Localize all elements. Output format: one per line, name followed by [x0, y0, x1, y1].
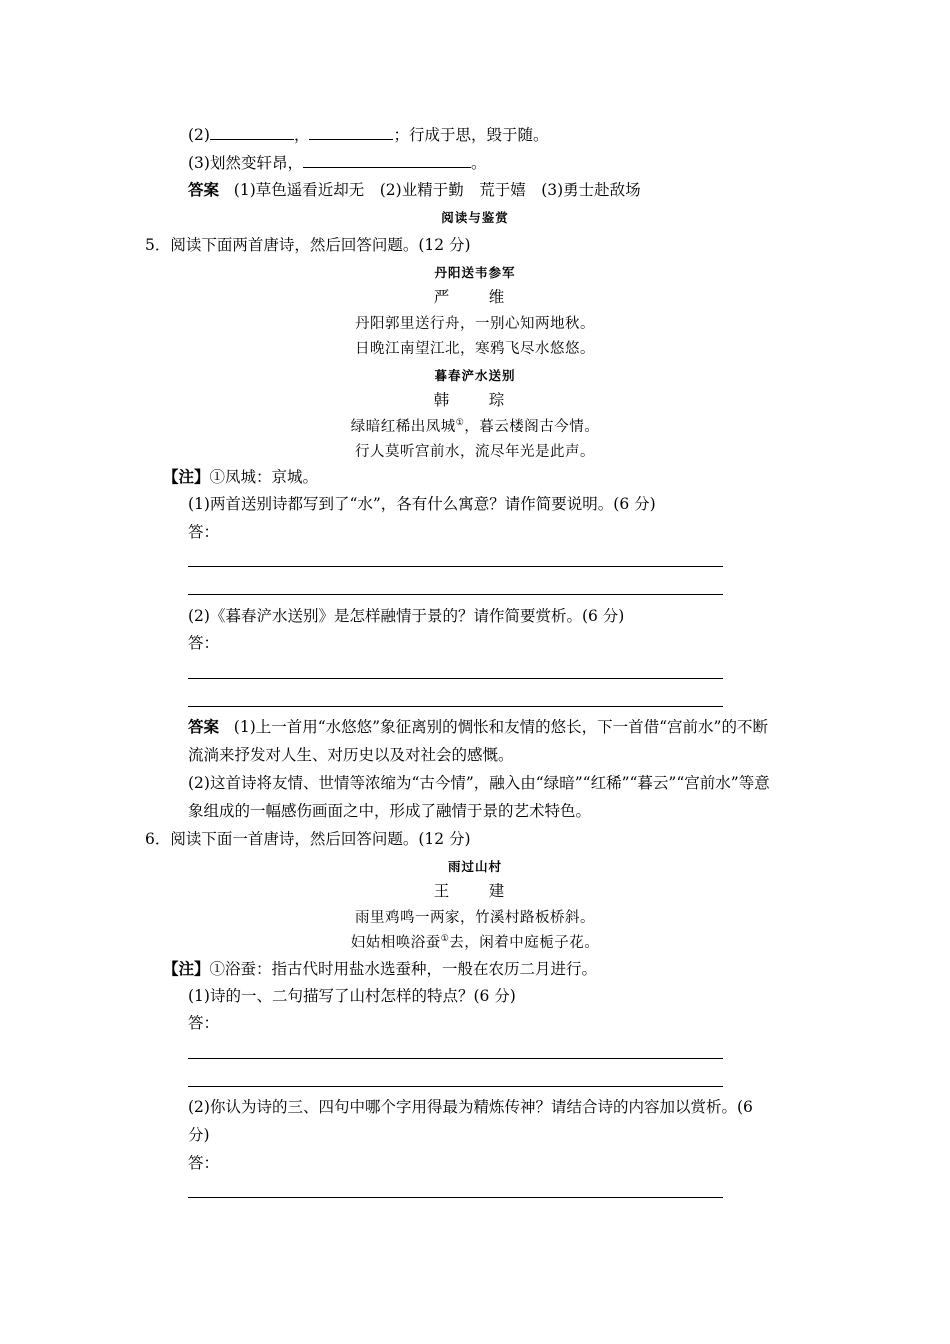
answer-text: (1)草色遥看近却无 (2)业精于勤 荒于嬉 (3)勇士赴敌场: [233, 181, 641, 199]
punctuation: 。: [470, 154, 487, 172]
answer-line[interactable]: [188, 594, 723, 595]
answer-prompt: 答：: [188, 1014, 220, 1032]
poem-2-title: 暮春浐水送别: [434, 368, 516, 383]
section-title: 阅读与鉴赏: [441, 210, 509, 225]
note-label: 【注】: [163, 467, 210, 486]
poem-3-title: 雨过山村: [447, 859, 502, 874]
punctuation: ，: [293, 126, 310, 144]
quote-text: (3)划然变轩昂，: [188, 154, 303, 172]
poem-1-line-2: 日晚江南望江北，寒鸦飞尽水悠悠。: [355, 341, 595, 357]
note-text: ①凤城：京城。: [209, 468, 319, 486]
question-6-sub-2-line-2: 分): [188, 1126, 210, 1144]
poem-note: [163, 959, 597, 979]
poem-1-title: 丹阳送韦参军: [434, 265, 516, 280]
answer-line[interactable]: [188, 706, 723, 707]
question-5-stem: 5．阅读下面两首唐诗，然后回答问题。(12 分): [145, 236, 471, 254]
answer-blank[interactable]: [210, 124, 294, 140]
answer-prompt: 答：: [188, 1154, 220, 1172]
poem-1-author: 严 维: [433, 288, 517, 306]
note-text: ①浴蚕：指古代时用盐水选蚕种，一般在农历二月进行。: [209, 960, 598, 978]
punctuation: ；: [393, 126, 409, 144]
poem-text: 绿暗红稀出凤城: [350, 419, 456, 435]
poem-3-line-2: [0, 933, 950, 953]
answer-line[interactable]: [188, 1058, 723, 1059]
poem-2-author: 韩 琮: [433, 391, 517, 409]
answer-prompt: 答：: [188, 523, 220, 541]
answer-label: 答案: [188, 717, 220, 736]
footnote-mark: ①: [455, 418, 465, 428]
question-6-sub-1: (1)诗的一、二句描写了山村怎样的特点？(6 分): [188, 987, 516, 1005]
answer-blank[interactable]: [303, 152, 471, 168]
poem-text: ，暮云楼阁古今情。: [464, 419, 600, 435]
question-6-sub-2-line-1: (2)你认为诗的三、四句中哪个字用得最为精炼传神？请结合诗的内容加以赏析。(6: [188, 1098, 753, 1116]
poem-text: 妇姑相唤浴蚕: [350, 935, 441, 951]
poem-2-line-2: 行人莫听宫前水，流尽年光是此声。: [355, 444, 595, 460]
poem-note: [163, 467, 318, 487]
answer-5-line-3: (2)这首诗将友情、世情等浓缩为“古今情”，融入由“绿暗”“红稀”“暮云”“宫前水”等意: [188, 774, 770, 792]
answer-prompt: 答：: [188, 634, 220, 652]
note-label: 【注】: [163, 959, 210, 978]
answer-line[interactable]: [188, 1086, 723, 1087]
answer-blank[interactable]: [309, 124, 393, 140]
answer-5-line-2: 流淌来抒发对人生、对历史以及对社会的感慨。: [188, 746, 514, 764]
answer-5-line-4: 象组成的一幅感伤画面之中，形成了融情于景的艺术特色。: [188, 802, 592, 820]
item-number: (2): [188, 126, 210, 144]
poem-1-line-1: 丹阳郭里送行舟，一别心知两地秋。: [355, 316, 595, 332]
answer-fill-in: [188, 180, 641, 200]
question-5-sub-1: (1)两首送别诗都写到了“水”，各有什么寓意？请作简要说明。(6 分): [188, 495, 656, 513]
answer-label: 答案: [188, 180, 220, 199]
poem-3-author: 王 建: [433, 882, 517, 900]
answer-text: (1)上一首用“水悠悠”象征离别的惆怅和友情的悠长，下一首借“宫前水”的不断: [233, 718, 768, 736]
fill-in-item-3: [188, 152, 486, 173]
answer-line[interactable]: [188, 1197, 723, 1198]
fill-in-item-2: [188, 124, 549, 145]
question-6-stem: 6．阅读下面一首唐诗，然后回答问题。(12 分): [145, 830, 471, 848]
question-5-sub-2: (2)《暮春浐水送别》是怎样融情于景的？请作简要赏析。(6 分): [188, 607, 625, 625]
answer-5-line-1: [188, 717, 768, 737]
quote-text: 行成于思，毁于随。: [409, 126, 549, 144]
answer-line[interactable]: [188, 678, 723, 679]
answer-line[interactable]: [188, 566, 723, 567]
poem-3-line-1: 雨里鸡鸣一两家，竹溪村路板桥斜。: [355, 910, 595, 926]
poem-text: 去，闲着中庭栀子花。: [449, 935, 600, 951]
footnote-mark: ①: [440, 934, 450, 944]
poem-2-line-1: [0, 417, 950, 437]
